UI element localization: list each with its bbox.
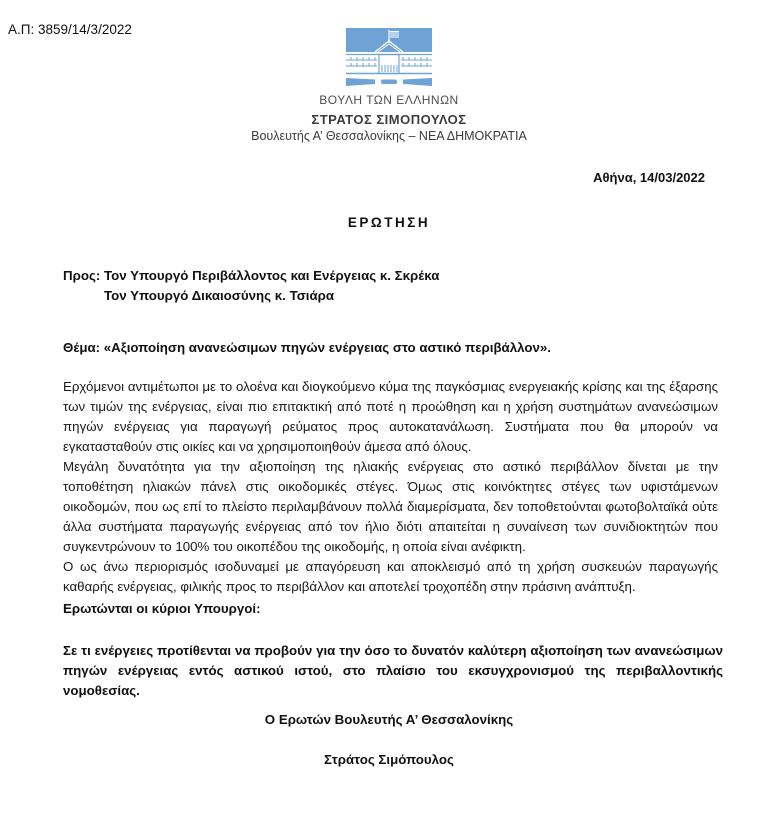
date-line: Αθήνα, 14/03/2022 xyxy=(593,170,705,185)
body-paragraph-2: Μεγάλη δυνατότητα για την αξιοποίηση της ηλιακής ενέργειας στο αστικό περιβάλλον δίνεται με την τοποθέτηση ηλιακών πάνελ στις οικοδομικές στέγες. Όμως στις κοινόκτητες στέγες των υφιστάμενων οικοδομών, που ως επί το πλείστο περιλαμβάνουν πολλά διαμερίσματα, δεν τοποθετούνται φωτοβολταϊκά ούτε άλλα συστήματα παραγωγής ενέργειας από τον ήλιο διότι απαιτείται η συναίνεση των συνιδιοκτητών που συγκεντρώνουν το 100% του οικοπέδου της οικοδομής, η οποία είναι ανέφικτη. xyxy=(63,459,718,554)
question-text: Σε τι ενέργειες προτίθενται να προβούν για την όσο το δυνατόν καλύτερη αξιοποίηση των ανανεώσιμων πηγών ενέργειας εντός αστικού ιστού, στο πλαίσιο του εκσυγχρονισμού της περιβαλλοντικής νομοθεσίας. xyxy=(63,643,723,698)
recipients-block xyxy=(63,266,718,305)
body-text xyxy=(63,377,718,597)
protocol-number: Α.Π: 3859/14/3/2022 xyxy=(8,22,132,37)
recipients-list xyxy=(104,266,439,305)
body-paragraph-3: Ο ως άνω περιορισμός ισοδυναμεί με απαγόρευση και αποκλεισμό από τη χρήση συσκευών παραγωγής καθαρής ενέργειας, φιλικής προς το περιβάλλον και αποτελεί τροχοπέδη στην πράσινη ανάπτυξη. xyxy=(63,559,718,594)
document-type-title: ΕΡΩΤΗΣΗ xyxy=(347,215,431,230)
recipient-line-1: Τον Υπουργό Περιβάλλοντος και Ενέργειας κ. Σκρέκα xyxy=(104,268,440,283)
mp-name: ΣΤΡΑΤΟΣ ΣΙΜΟΠΟΥΛΟΣ xyxy=(311,112,467,127)
signature-name: Στράτος Σιμόπουλος xyxy=(324,752,454,767)
question-intro: Ερωτώνται οι κύριοι Υπουργοί: xyxy=(63,601,261,616)
parliament-name: ΒΟΥΛΗ ΤΩΝ ΕΛΛΗΝΩΝ xyxy=(319,93,459,107)
recipient-line-2: Τον Υπουργό Δικαιοσύνης κ. Τσιάρα xyxy=(104,287,335,303)
subject-line: Θέμα: «Αξιοποίηση ανανεώσιμων πηγών ενέργειας στο αστικό περιβάλλον». xyxy=(63,340,551,355)
header-logo-block xyxy=(0,28,778,107)
signature-role: Ο Ερωτών Βουλευτής Α’ Θεσσαλονίκης xyxy=(264,712,514,727)
recipients-label: Προς: xyxy=(63,268,104,283)
body-paragraph-1: Ερχόμενοι αντιμέτωποι με το ολοένα και διογκούμενο κύμα της παγκόσμιας ενεργειακής κρίσης και της έξαρσης των τιμών της ενέργειας, είναι πιο επιτακτική από ποτέ η προώθηση και η χρήση συστημάτων ανανεώσιμων πηγών ενέργειας για παραγωγή ρεύματος προς αυτοκατανάλωση. Συστήματα που θα μπορούν να εγκατασταθούν στις οικίες και να χρησιμοποιηθούν άμεσα από όλους. xyxy=(63,379,718,454)
mp-title: Βουλευτής Α’ Θεσσαλονίκης – ΝΕΑ ΔΗΜΟΚΡΑΤΙΑ xyxy=(251,129,527,143)
hellenic-parliament-logo-icon xyxy=(345,28,433,86)
